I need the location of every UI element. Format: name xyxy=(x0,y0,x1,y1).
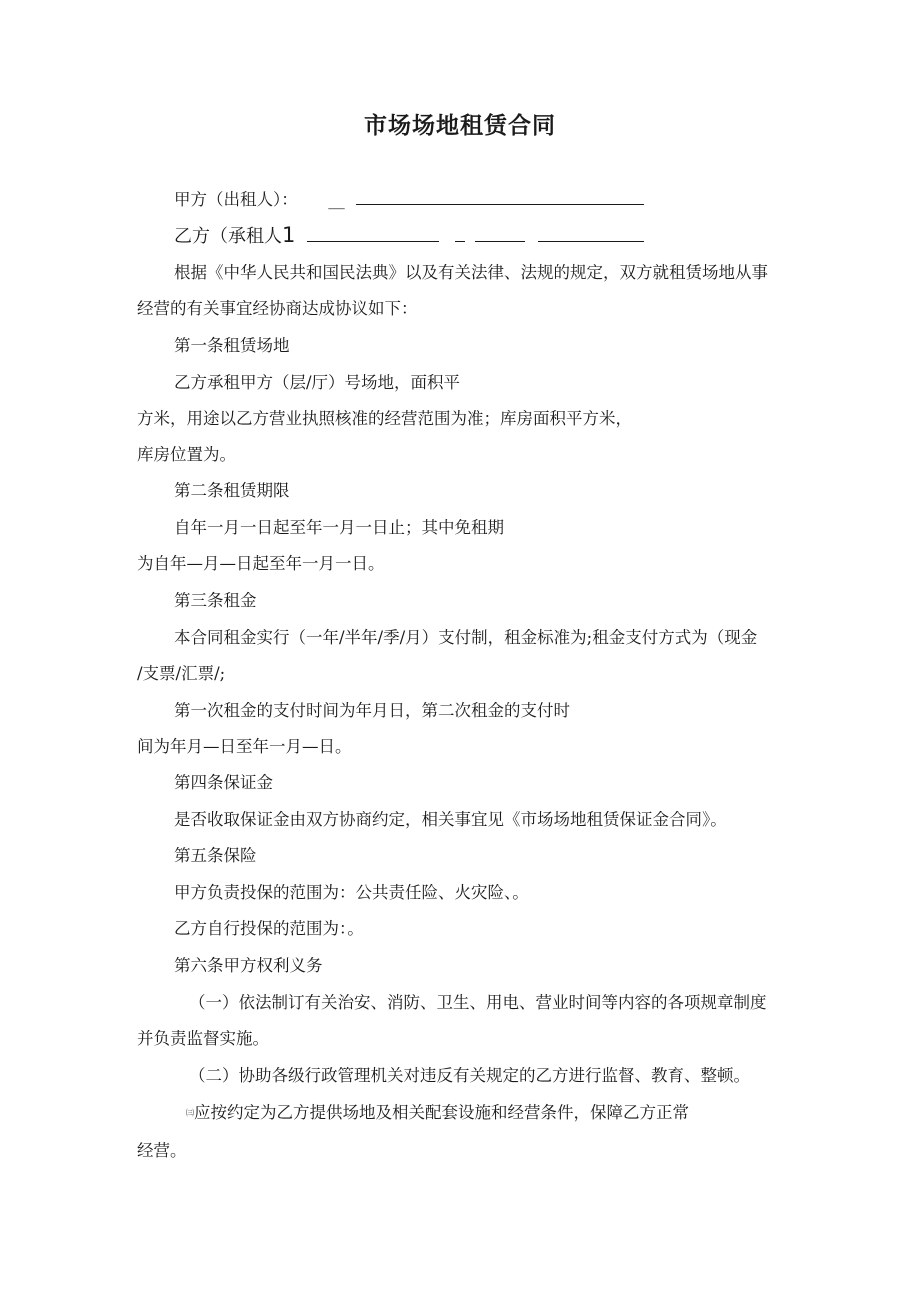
art1-line-1: 乙方承租甲方（层/厅）号场地，面积平 xyxy=(174,373,461,392)
party-a-label: 甲方（出租人）： xyxy=(174,190,298,209)
contract-title: 市场场地租赁合同 xyxy=(364,112,556,139)
party-a-short-blank: __ xyxy=(328,190,345,209)
item3-marker: ㈢ xyxy=(186,1108,194,1118)
art5-heading: 第五条保险 xyxy=(174,846,257,865)
art3-heading: 第三条租金 xyxy=(174,591,257,610)
art6-item1-line-2: 并负责监督实施。 xyxy=(137,1029,269,1048)
party-b-number: 1 xyxy=(282,223,296,247)
party-a-fill-line xyxy=(356,188,644,205)
art6-item2: （二）协助各级行政管理机关对违反有关规定的乙方进行监督、教育、整顿。 xyxy=(189,1066,750,1085)
art6-item3-text: 应按约定为乙方提供场地及相关配套设施和经营条件，保障乙方正常 xyxy=(194,1103,689,1122)
art5-line-2: 乙方自行投保的范围为：。 xyxy=(174,919,364,938)
intro-line-1: 根据《中华人民共和国民法典》以及有关法律、法规的规定，双方就租赁场地从事 xyxy=(174,263,768,282)
art6-heading: 第六条甲方权利义务 xyxy=(174,956,323,975)
art4-line-1: 是否收取保证金由双方协商约定，相关事宜见《市场场地租赁保证金合同》。 xyxy=(174,810,727,829)
art2-line-1: 自年一月一日起至年一月一日止；其中免租期 xyxy=(174,518,504,537)
art1-line-3: 库房位置为。 xyxy=(137,445,236,464)
art3-line-1: 本合同租金实行（一年/半年/季/月）支付制，租金标准为;租金支付方式为（现金 xyxy=(174,628,758,647)
party-a-line xyxy=(174,188,644,211)
art1-heading: 第一条租赁场地 xyxy=(174,336,290,355)
party-b-fill-line-1 xyxy=(307,225,439,242)
party-b-label: 乙方（承租人 xyxy=(174,226,282,247)
art6-item3-line-2: 经营。 xyxy=(137,1141,187,1160)
art6-item3-line-1 xyxy=(186,1102,689,1125)
intro-line-2: 经营的有关事宜经协商达成协议如下： xyxy=(137,299,418,318)
art3-line-3: 第一次租金的支付时间为年月日，第二次租金的支付时 xyxy=(174,701,570,720)
party-b-fill-line-4 xyxy=(538,225,644,242)
art5-line-1: 甲方负责投保的范围为：公共责任险、火灾险、。 xyxy=(174,883,529,902)
art3-line-2: /支票/汇票/; xyxy=(137,664,226,683)
art2-line-2: 为自年—月—日起至年一月一日。 xyxy=(137,554,385,573)
art6-item1-line-1: （一）依法制订有关治安、消防、卫生、用电、营业时间等内容的各项规章制度 xyxy=(189,993,767,1012)
art1-line-2: 方米，用途以乙方营业执照核准的经营范围为准；库房面积平方米， xyxy=(137,409,632,428)
party-b-line xyxy=(174,224,644,248)
art2-heading: 第二条租赁期限 xyxy=(174,481,290,500)
party-b-fill-line-2 xyxy=(455,225,465,242)
art4-heading: 第四条保证金 xyxy=(174,773,273,792)
art3-line-4: 间为年月—日至年一月—日。 xyxy=(137,737,352,756)
party-b-fill-line-3 xyxy=(475,225,525,242)
